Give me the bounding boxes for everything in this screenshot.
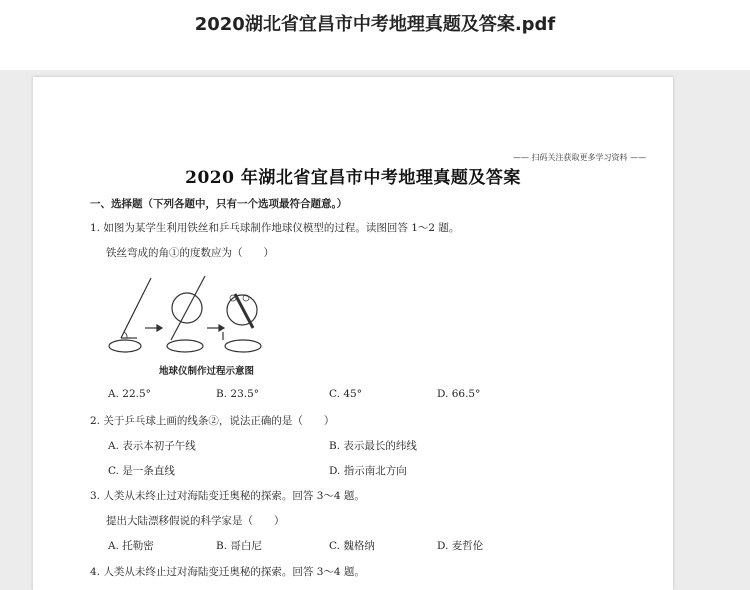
- question-3-stem: 3. 人类从未终止过对海陆变迁奥秘的探索。回答 3～4 题。: [90, 490, 365, 502]
- scan-note: —— 扫码关注获取更多学习资料 ——: [513, 153, 647, 162]
- q3-option-b[interactable]: B. 哥白尼: [216, 540, 262, 552]
- q2-option-b[interactable]: B. 表示最长的纬线: [329, 440, 417, 452]
- question-4-stem: 4. 人类从未终止过对海陆变迁奥秘的探索。回答 3～4 题。: [90, 566, 365, 578]
- q2-option-d[interactable]: D. 指示南北方向: [329, 465, 407, 477]
- q1-option-d[interactable]: D. 66.5°: [437, 388, 481, 400]
- pdf-page: [33, 77, 673, 590]
- question-1-stem: 1. 如图为某学生利用铁丝和乒乓球制作地球仪模型的过程。读图回答 1～2 题。: [90, 222, 460, 234]
- q1-option-b[interactable]: B. 23.5°: [216, 388, 260, 400]
- q3-option-d[interactable]: D. 麦哲伦: [437, 540, 484, 552]
- document-title: 2020 年湖北省宜昌市中考地理真题及答案: [185, 168, 521, 188]
- file-title: 2020湖北省宜昌市中考地理真题及答案.pdf: [194, 14, 556, 35]
- q3-option-a[interactable]: A. 托勒密: [108, 540, 154, 552]
- figure-caption: 地球仪制作过程示意图: [159, 366, 255, 377]
- q2-option-a[interactable]: A. 表示本初子午线: [108, 440, 196, 452]
- section-heading: 一、选择题（下列各题中，只有一个选项最符合题意。）: [90, 198, 348, 210]
- question-2-stem: 2. 关于乒乓球上画的线条②，说法正确的是（ ）: [90, 415, 335, 427]
- question-1-sub: 铁丝弯成的角①的度数应为（ ）: [106, 247, 274, 259]
- q2-option-c[interactable]: C. 是一条直线: [108, 465, 175, 477]
- q1-option-c[interactable]: C. 45°: [329, 388, 362, 400]
- q3-option-c[interactable]: C. 魏格纳: [329, 540, 375, 552]
- viewer-titlebar: [0, 0, 750, 70]
- question-3-sub: 提出大陆漂移假说的科学家是（ ）: [106, 515, 285, 527]
- q1-option-a[interactable]: A. 22.5°: [108, 388, 151, 400]
